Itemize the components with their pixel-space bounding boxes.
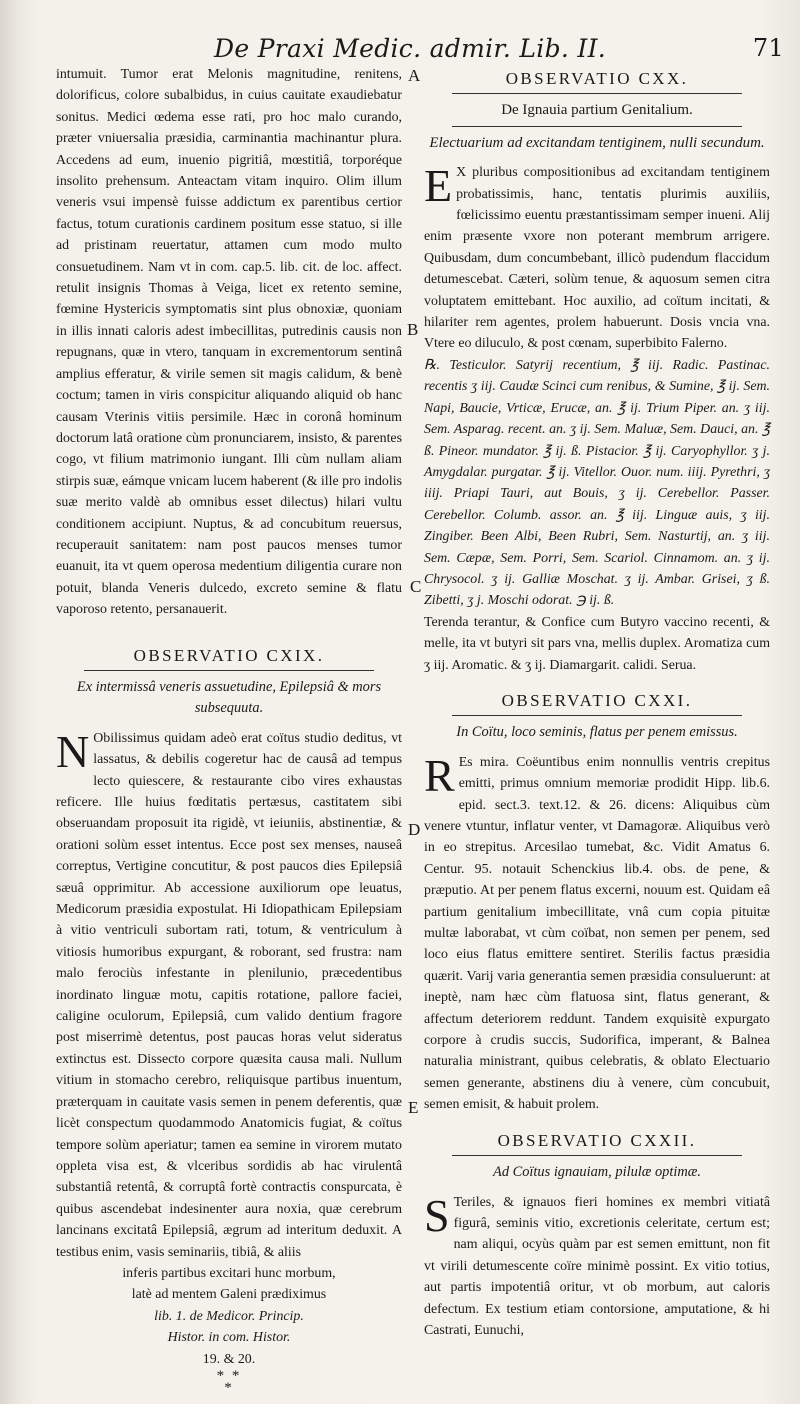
drop-cap: R	[424, 749, 455, 801]
drop-cap: S	[424, 1189, 450, 1241]
closing-reference: lib. 1. de Medicor. Princip.	[154, 1308, 304, 1324]
observation-120-subtitle: De Ignauia partium Genitalium.	[501, 102, 693, 119]
title-rule	[452, 715, 742, 716]
observation-120-recipe: ℞. Testiculor. Satyrij recentium, ℥ iij. Radic. Pastinac. recentis ʒ iij. Caudæ Scinci cum renibus, & Sumine, ℥ ij. Sem. Napi, Baucie, Vrticæ, Erucæ, an. ℥ ij. Trium Piper. an. ʒ iij. Sem. Asparag. recent. an. ʒ ij. Sem. Maluæ, Sem. Dauci, an. ℥ ß. Pineor. mundator. ℥ ij. ß. Pistacior. ℥ ij. Caryophyllor. ʒ j. Amygdalar. purgatar. ℥ ij. Vitellor. Ouor. num. iiij. Pyrethri, ʒ iiij. Priapi Tauri, aut Bouis, ʒ ij. Cerebellor. Passer. Cerebellor. Columb. assor. an. ℥ iij. Linguæ auis, ʒ iij. Zingiber. Been Albi, Been Rubri, Sem. Nasturtij, an. ʒ iij. Sem. Cæpæ, Sem. Porri, Sem. Scariol. Cinnamom. an. ʒ ij. Chrysocol. ʒ ij. Galliæ Moschat. ʒ ij. Ambar. Grisei, ʒ ß. Zibetti, ʒ j. Moschi odorat. ℈ ij. ß.	[424, 357, 770, 609]
closing-line: latè ad mentem Galeni prædiximus	[131, 1287, 327, 1303]
margin-letter-a: A	[408, 66, 421, 85]
observation-121-text	[424, 749, 770, 1116]
closing-line: inferis partibus excitari hunc morbum,	[122, 1265, 336, 1281]
margin-letter-e: E	[408, 1098, 419, 1117]
observation-120-body: X pluribus compositionibus ad excitandam tentiginem probatissimis, hanc, tentatis plurimis auxiliis, fœlicissimo euentu præstantissimam semper inueni. Alij enim præsente vxore non poterant membrum arrigere. Quibusdam, dum concumbebant, illicò pudendum flaccidum detumescebat. Cæteri, solùm tenue, & aquosum semen citra voluptatem emittebant. Hoc auxilio, ad coïtum incitati, & hilariter rem agentes, prolem habuerunt. Dosis vncia vna. Vtere eo diluculo, & post cœnam, superbibito Falerno.	[424, 165, 770, 352]
observation-119-body: Obilissimus quidam adeò erat coïtus studio deditus, vt lassatus, & debilis cogeretur hac de causâ ad tempus lecto quiescere, & restaurante cibo vires exhaustas reficere. Ille huius fœditatis pertæsus, castitatem sibi obseruandam proposuit ita rigidè, vt ieiuniis, abstinentiæ, & orationi solùm esset intentus. Ecce post sex menses, nauseâ correptus, Vertigine concutitur, & post paucos dies Epilepsiâ sæuâ opprimitur. Ab accessione auxiliorum ope leuatus, Medicorum præsidia expostulat. Hi Idiopathicam Epilepsiam à vitio ventriculi subortam rati, totum, & ventriculum à vitiosis humoribus expurgant, & roborant, sed frustra: nam malo ferociùs infestante in plenilunio, præcedentibus inordinato linguæ motu, capitis rotatione, pallore faciei, caligine oculorum, Epilepsiâ, cum valido dentium fragore post miserrimè detentus, post paucas horas velut sideratus extinctus est. Dissecto corpore quæsita causa mali. Nullum vitium in stomacho cerebro, reliquisque partibus inuentum, præterquam in cauitate vasis semen in penem deferentis, quæ licèt conspectum quodammodo Anatomicis fugiat, & coïtus tempore solùm aperiatur; tamen ea semine in virorem mutato oppleta visa est, & vlceribus sordidis ab hac virulentâ substantiâ retentâ, & corruptâ fortè contractis conspurcata, è quibus ascendebat indesinenter aura noxia, quæ cerebrum lancinans excitatâ Epilepsiâ, ægrum ad interitum deduxit. A testibus enim, vasis seminariis, tibiâ, & aliis	[56, 730, 402, 1260]
observation-119-title: OBSERVATIO CXIX.	[133, 645, 325, 665]
left-column	[56, 64, 402, 1394]
margin-letter-b: B	[407, 320, 419, 339]
observation-119-closing	[56, 1263, 402, 1370]
drop-cap: N	[56, 725, 90, 777]
observation-120-instructions: Terenda terantur, & Confice cum Butyro vaccino recenti, & melle, ita vt butyri sit pars vna, mellis duplex. Aromatiza cum ʒ iij. Aromatic. & ʒ ij. Diamargarit. calidi. Serua.	[424, 614, 770, 673]
observation-122-title: OBSERVATIO CXXII.	[497, 1130, 697, 1150]
observation-119-subtitle: Ex intermissâ veneris assuetudine, Epilepsiâ & mors subsequuta.	[76, 678, 382, 717]
intro-paragraph: intumuit. Tumor erat Melonis magnitudine, renitens, dolorificus, colore subalbidus, in cuius cauitate exaudiebatur sonitus. Medici œdema esse rati, pro hoc malo curando, præter vniuersalia præsidia, carminantia machinantur plura. Accedens ad eum, inuenio pigritiâ, mœstitiâ, torporéque insolito prehensum. Anteactam vitam inquiro. Olim illum veneris vsui impensè fuisse addictum ex parentibus certior factus, totum curationis cardinem positum esse statuo, si ille ad pristinam reuertatur, attamen cum modo multo consuetudinem. Nam vt in com. cap.5. lib. cit. de loc. affect. retulit insignis Thomas à Veiga, licet ex retento semine, fœmine Hystericis symptomatis sint plus obnoxiæ, quoniam in illis innati caloris adest imbecillitas, putredinis causis non repugnans, quæ in vtero, tanquam in excrementorum sentinâ amplius efferatur, & virile semen sit magis calidum, & benè coctum; tamen in viris conspicitur aliquando aliquid ob hanc causam Vterinis vitiis persimile. Hæc in coronâ hominum doctorum latâ oratione cùm pronunciarem, insisto, & parentes cogo, vt filium matrimonio iungant. Illi cùm nullam aliam stirpis suæ, eámque vnicam lucem haberent (& ille pro indolis suæ merito valdè ab omnibus esset dilectus) hilari vultu conditionem accipiunt. Nuptus, & ad concubitum reuersus, recuperauit sanitatem: nam post paucos menses tumor euanuit, ita vt quem operosa medentium diligentia curare non potuit, blanda Veneris dulcedo, excreto semine & flatu vaporoso retento, persanauerit.	[56, 67, 402, 618]
right-column	[424, 64, 770, 1341]
title-rule	[452, 126, 742, 127]
title-rule	[84, 670, 374, 671]
observation-121-subtitle: In Coïtu, loco seminis, flatus per penem emissus.	[456, 724, 738, 741]
observation-119-text	[56, 725, 402, 1263]
margin-letter-c: C	[410, 577, 422, 596]
observation-122-text	[424, 1189, 770, 1342]
title-rule	[452, 93, 742, 94]
observation-120-subheading: Electuarium ad excitandam tentiginem, nulli secundum.	[429, 134, 765, 151]
observation-122-body: Teriles, & ignauos fieri homines ex membri vitiatâ figurâ, seminis vitio, excretionis celeritate, certum est; nam aliqui, ocyùs quàm par est semen emittunt, non fit vt virili detumescente coïre minimè possint. Ex vitio totius, aut partis impotentiâ oritur, vt ob morbum, aut caloris defectum. Ex testium etiam contorsione, amputatione, & hi Castrati, Eunuchi,	[424, 1194, 770, 1338]
closing-reference: 19. & 20.	[202, 1351, 256, 1367]
asterism: * * *	[216, 1367, 242, 1396]
title-rule	[452, 1155, 742, 1156]
observation-121-body: Es mira. Coëuntibus enim nonnullis ventris crepitus emitti, primus omnium memoriæ prodidit Hipp. lib.6. epid. sect.3. text.12. & 26. dicens: Aliquibus cùm venere vtuntur, inflatur venter, vt Damagoræ. Aliquibus verò in eo strepitus. Arcesilao tumebat, &c. Vidit Amatus 6. Centur. 95. notauit Schenckius lib.4. obs. de pene, & præputio. At per penem flatus excerni, nouum est. Quidam eâ partium genitalium imbecillitate, vnâ cum copia pituitæ multæ laborabat, vt cùm coïbat, non semen per penem, sed loco eius flatus emittere sentiret. Sterilis factus præsidia quærit. Varij varia generantia semen præsidia consuluerunt: at ineptè, nam hæc cùm flatuosa sint, flatus generant, & affectum deteriorem reddunt. Tandem exquisitè expurgato corpore à crudis succis, Sudorifica, imperant, & Balnea naturalia ministrant, quibus celebratis, & oblato Electuario semen generante, abstinens diu à venere, cùm concubuit, semen emisit, & habuit prolem.	[424, 754, 770, 1113]
closing-reference: Histor. in com. Histor.	[167, 1330, 291, 1346]
drop-cap: E	[424, 160, 453, 212]
observation-122-subtitle: Ad Coïtus ignauiam, pilulæ optimæ.	[493, 1164, 701, 1181]
page-number: 71	[752, 34, 784, 62]
margin-letter-d: D	[408, 820, 421, 839]
observation-120-text	[424, 162, 770, 355]
running-title: De Praxi Medic. admir. Lib. II.	[214, 34, 606, 63]
observation-120-title: OBSERVATIO CXX.	[505, 69, 689, 88]
observation-121-title: OBSERVATIO CXXI.	[501, 690, 693, 710]
